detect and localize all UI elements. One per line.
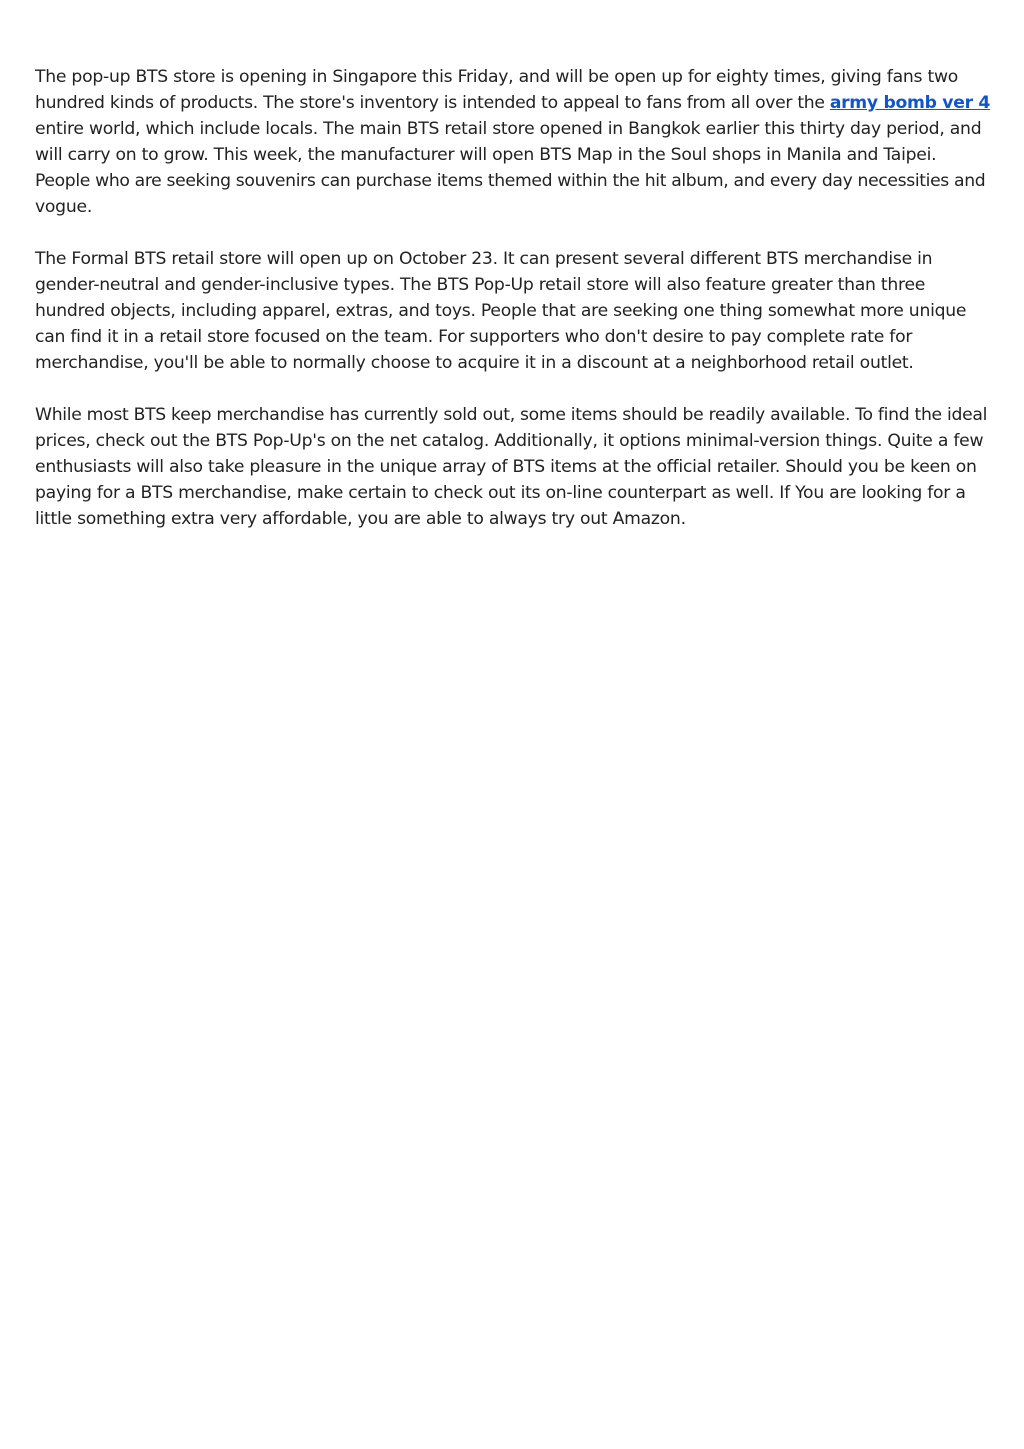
- paragraph-3: [35, 402, 990, 532]
- text-line: While most BTS keep merchandise has currently sold out, some items should be readily available. To find the ideal: [35, 405, 988, 425]
- text-line: [35, 90, 990, 116]
- text-line: entire world, which include locals. The main BTS retail store opened in Bangkok earlier this thirty day period, and: [35, 119, 982, 139]
- text-line: The Formal BTS retail store will open up on October 23. It can present several different BTS merchandise in: [35, 249, 933, 269]
- text-line: paying for a BTS merchandise, make certain to check out its on-line counterpart as well. If You are looking for a: [35, 483, 966, 503]
- text-line: can find it in a retail store focused on the team. For supporters who don't desire to pay complete rate for: [35, 327, 913, 347]
- text-segment: hundred kinds of products. The store's inventory is intended to appeal to fans from all over the: [35, 93, 830, 113]
- army-bomb-link[interactable]: army bomb ver 4: [829, 93, 991, 113]
- text-line: little something extra very affordable, you are able to always try out Amazon.: [35, 509, 686, 529]
- text-line: will carry on to grow. This week, the manufacturer will open BTS Map in the Soul shops in Manila and Taipei.: [35, 145, 937, 165]
- article-body: [35, 64, 990, 558]
- text-line: gender-neutral and gender-inclusive types. The BTS Pop-Up retail store will also feature greater than three: [35, 275, 926, 295]
- text-line: enthusiasts will also take pleasure in the unique array of BTS items at the official retailer. Should you be keen on: [35, 457, 977, 477]
- text-line: The pop-up BTS store is opening in Singapore this Friday, and will be open up for eighty times, giving fans two: [35, 67, 959, 87]
- paragraph-2: [35, 246, 990, 376]
- text-line: vogue.: [35, 197, 93, 217]
- text-line: prices, check out the BTS Pop-Up's on the net catalog. Additionally, it options minimal-version things. Quite a few: [35, 431, 984, 451]
- text-line: merchandise, you'll be able to normally choose to acquire it in a discount at a neighborhood retail outlet.: [35, 353, 914, 373]
- text-line: hundred objects, including apparel, extras, and toys. People that are seeking one thing somewhat more unique: [35, 301, 967, 321]
- text-line: People who are seeking souvenirs can purchase items themed within the hit album, and every day necessities and: [35, 171, 986, 191]
- paragraph-1: [35, 64, 990, 220]
